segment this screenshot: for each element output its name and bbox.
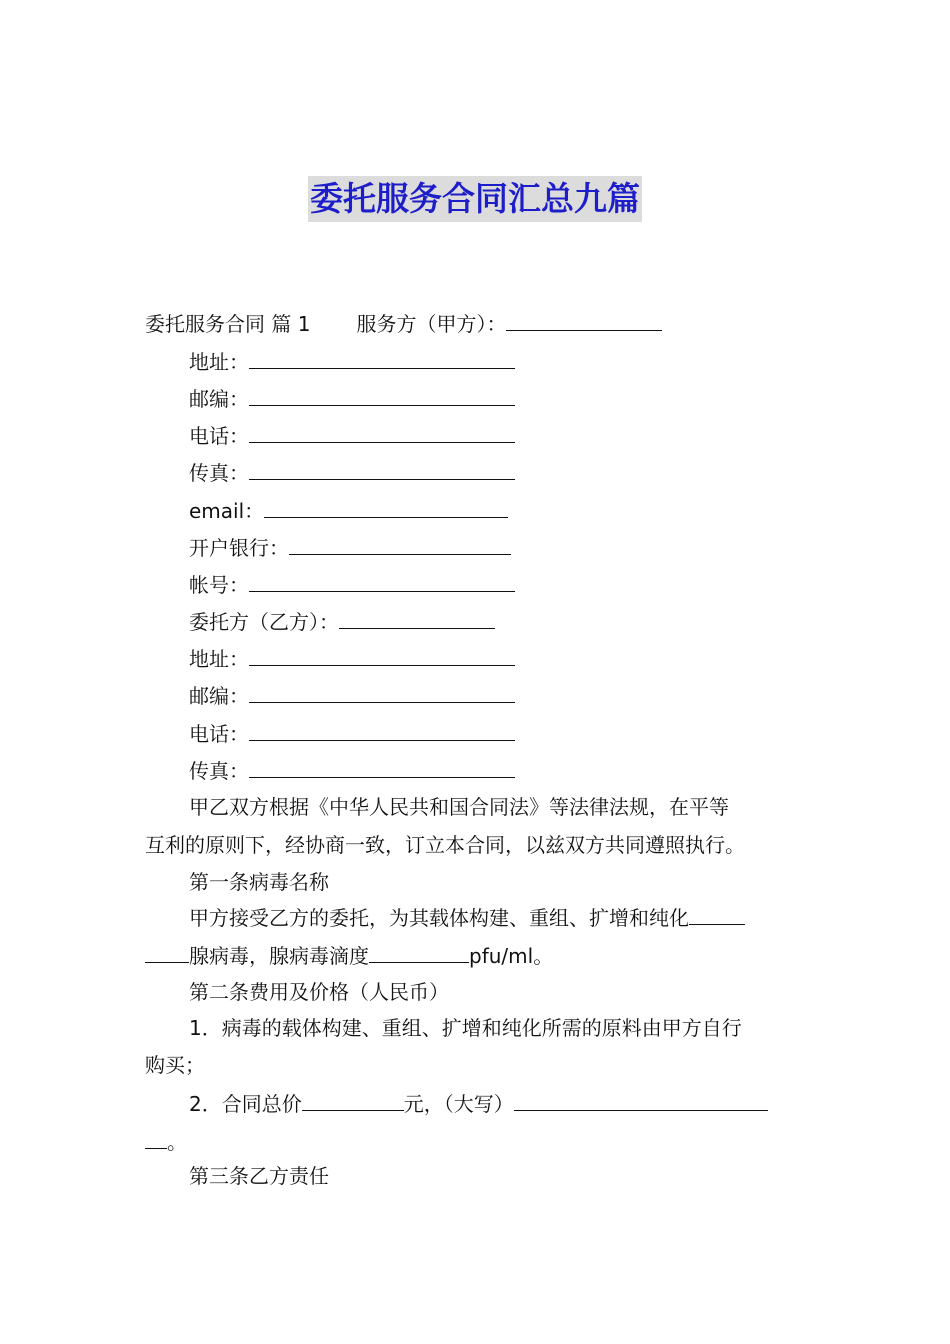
party-a-phone-line	[189, 420, 515, 450]
heading-line	[145, 308, 662, 338]
email-blank	[264, 495, 508, 518]
field-label: 电话：	[189, 424, 249, 448]
article-2-item-2-line-1	[189, 1088, 768, 1118]
party-b-address-line	[189, 643, 515, 673]
address-blank	[249, 643, 515, 666]
amount-words-blank	[514, 1088, 768, 1111]
article-2-item-1-line-1: 1．病毒的载体构建、重组、扩增和纯化所需的原料由甲方自行	[189, 1016, 742, 1040]
phone-blank	[249, 420, 515, 443]
party-a-fax-line	[189, 457, 515, 487]
fax-blank	[249, 755, 515, 778]
article-text: 2．合同总价	[189, 1092, 302, 1116]
party-b-blank	[339, 606, 495, 629]
article-text: 。	[167, 1130, 187, 1154]
article-text: 甲方接受乙方的委托，为其载体构建、重组、扩增和纯化	[189, 906, 689, 930]
account-blank	[249, 569, 515, 592]
field-label: 开户银行：	[189, 536, 289, 560]
field-label: 电话：	[189, 722, 249, 746]
field-label: 传真：	[189, 461, 249, 485]
field-label: email：	[189, 499, 265, 523]
article-text: 腺病毒，腺病毒滴度	[189, 944, 369, 968]
virus-name-blank-cont	[145, 940, 189, 963]
article-2-item-1-line-2: 购买；	[145, 1053, 205, 1077]
field-label: 传真：	[189, 759, 249, 783]
party-b-phone-line	[189, 718, 515, 748]
party-b-line	[189, 606, 495, 636]
titer-blank	[369, 940, 469, 963]
party-a-bank-line	[189, 532, 511, 562]
field-label: 地址：	[189, 350, 249, 374]
document-title-block	[0, 176, 950, 228]
address-blank	[249, 346, 515, 369]
article-2-item-2-line-2	[145, 1126, 187, 1156]
field-label: 邮编：	[189, 684, 249, 708]
field-label: 邮编：	[189, 387, 249, 411]
article-1-title: 第一条病毒名称	[189, 870, 329, 894]
field-label: 帐号：	[189, 573, 249, 597]
party-a-account-line	[189, 569, 515, 599]
article-text: 元，（大写）	[403, 1092, 514, 1116]
party-a-postcode-line	[189, 383, 515, 413]
party-b-label: 委托方（乙方）：	[189, 610, 339, 634]
party-a-label: 服务方（甲方）：	[356, 312, 507, 336]
virus-name-blank	[689, 902, 745, 925]
party-b-fax-line	[189, 755, 515, 785]
article-3-title: 第三条乙方责任	[189, 1164, 329, 1188]
bank-blank	[289, 532, 511, 555]
party-a-email-line	[189, 495, 508, 525]
field-label: 地址：	[189, 647, 249, 671]
article-1-line-2	[145, 940, 553, 970]
party-a-blank	[506, 308, 662, 331]
total-price-blank	[302, 1088, 404, 1111]
postcode-blank	[249, 680, 515, 703]
fax-blank	[249, 457, 515, 480]
phone-blank	[249, 718, 515, 741]
preamble-line-2: 互利的原则下，经协商一致，订立本合同，以兹双方共同遵照执行。	[145, 833, 745, 857]
amount-words-blank-cont	[145, 1126, 167, 1149]
preamble-line-1: 甲乙双方根据《中华人民共和国合同法》等法律法规，在平等	[189, 795, 729, 819]
article-text: pfu/ml。	[469, 944, 554, 968]
article-2-title: 第二条费用及价格（人民币）	[189, 980, 449, 1004]
postcode-blank	[249, 383, 515, 406]
party-a-address-line	[189, 346, 515, 376]
article-1-line-1	[189, 902, 745, 932]
document-title: 委托服务合同汇总九篇	[308, 176, 642, 222]
contract-heading: 委托服务合同 篇 1	[145, 312, 311, 336]
party-b-postcode-line	[189, 680, 515, 710]
